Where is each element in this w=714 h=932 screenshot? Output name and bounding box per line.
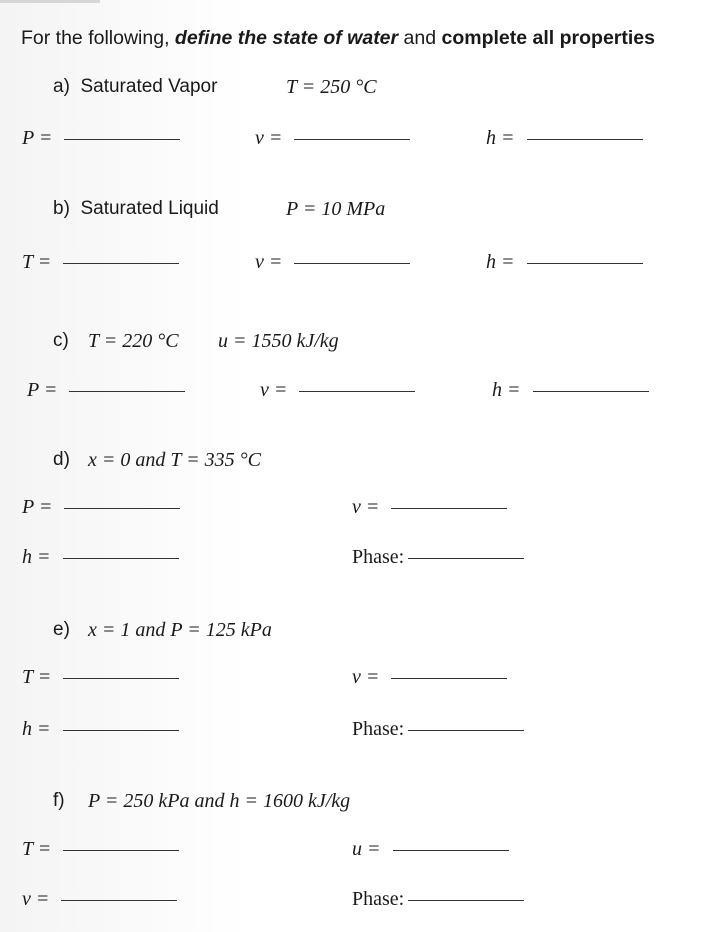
- part-d-v-field[interactable]: [352, 496, 507, 519]
- answer-blank[interactable]: [294, 262, 410, 264]
- h-label: h =: [492, 379, 521, 401]
- part-a-v-field[interactable]: [255, 127, 410, 150]
- part-c-h-field[interactable]: [492, 379, 649, 402]
- answer-blank[interactable]: [63, 849, 179, 851]
- part-c-label: c): [53, 330, 69, 351]
- answer-blank[interactable]: [527, 138, 643, 140]
- answer-blank[interactable]: [63, 677, 179, 679]
- part-d-phase-field[interactable]: [352, 546, 524, 569]
- part-b-text: Saturated Liquid: [80, 198, 219, 219]
- part-f-condition: P = 250 kPa and h = 1600 kJ/kg: [88, 790, 351, 812]
- v-label: v =: [352, 496, 380, 518]
- part-e-heading: [53, 619, 70, 641]
- part-e-v-field[interactable]: [352, 666, 507, 689]
- part-c-condition-2: u = 1550 kJ/kg: [218, 330, 339, 352]
- part-a-label: a): [53, 76, 70, 97]
- part-e-condition: x = 1 and P = 125 kPa: [88, 619, 272, 641]
- p-label: P =: [22, 127, 53, 149]
- phase-label: Phase:: [352, 718, 405, 740]
- instructions: [21, 27, 655, 50]
- h-label: h =: [486, 251, 515, 273]
- instructions-bold: complete all properties: [441, 27, 655, 49]
- part-d-label: d): [53, 449, 70, 470]
- answer-blank[interactable]: [533, 390, 649, 392]
- v-label: v =: [22, 888, 50, 910]
- answer-blank[interactable]: [64, 138, 180, 140]
- part-b-h-field[interactable]: [486, 251, 643, 274]
- part-b-t-field[interactable]: [22, 251, 179, 274]
- t-label: T =: [22, 666, 52, 688]
- answer-blank[interactable]: [63, 729, 179, 731]
- t-label: T =: [22, 251, 52, 273]
- v-label: v =: [255, 127, 283, 149]
- part-e-phase-field[interactable]: [352, 718, 524, 741]
- part-f-phase-field[interactable]: [352, 888, 524, 911]
- answer-blank[interactable]: [408, 899, 524, 901]
- part-c-p-field[interactable]: [27, 379, 185, 402]
- answer-blank[interactable]: [391, 507, 507, 509]
- answer-blank[interactable]: [299, 390, 415, 392]
- answer-blank[interactable]: [527, 262, 643, 264]
- v-label: v =: [260, 379, 288, 401]
- part-f-heading: [53, 790, 65, 812]
- phase-label: Phase:: [352, 888, 405, 910]
- part-e-h-field[interactable]: [22, 718, 179, 741]
- v-label: v =: [352, 666, 380, 688]
- answer-blank[interactable]: [408, 557, 524, 559]
- part-c-condition-1: T = 220 °C: [88, 330, 179, 352]
- part-d-heading: [53, 449, 70, 471]
- part-f-u-field[interactable]: [352, 838, 509, 861]
- part-a-heading: [53, 76, 217, 98]
- instructions-prefix: For the following,: [21, 27, 175, 49]
- answer-blank[interactable]: [69, 390, 185, 392]
- part-a-text: Saturated Vapor: [80, 76, 218, 97]
- part-a-p-field[interactable]: [22, 127, 180, 150]
- instructions-emphasis: define the state of water: [174, 27, 399, 49]
- part-d-h-field[interactable]: [22, 546, 179, 569]
- part-d-p-field[interactable]: [22, 496, 180, 519]
- part-c-heading: [53, 330, 69, 352]
- part-a-condition: T = 250 °C: [286, 76, 377, 98]
- part-b-label: b): [53, 198, 70, 219]
- phase-label: Phase:: [352, 546, 405, 568]
- answer-blank[interactable]: [408, 729, 524, 731]
- part-e-label: e): [53, 619, 70, 640]
- answer-blank[interactable]: [294, 138, 410, 140]
- answer-blank[interactable]: [64, 507, 180, 509]
- part-f-label: f): [53, 790, 65, 811]
- p-label: P =: [27, 379, 58, 401]
- part-b-v-field[interactable]: [255, 251, 410, 274]
- t-label: T =: [22, 838, 52, 860]
- answer-blank[interactable]: [391, 677, 507, 679]
- h-label: h =: [22, 718, 51, 740]
- u-label: u =: [352, 838, 381, 860]
- answer-blank[interactable]: [63, 262, 179, 264]
- part-f-t-field[interactable]: [22, 838, 179, 861]
- answer-blank[interactable]: [61, 899, 177, 901]
- part-b-condition: P = 10 MPa: [286, 198, 386, 220]
- p-label: P =: [22, 496, 53, 518]
- h-label: h =: [22, 546, 51, 568]
- instructions-mid: and: [398, 27, 442, 49]
- part-e-t-field[interactable]: [22, 666, 179, 689]
- part-c-v-field[interactable]: [260, 379, 415, 402]
- h-label: h =: [486, 127, 515, 149]
- v-label: v =: [255, 251, 283, 273]
- answer-blank[interactable]: [393, 849, 509, 851]
- part-f-v-field[interactable]: [22, 888, 177, 911]
- part-b-heading: [53, 198, 219, 220]
- header-rule: [0, 0, 100, 3]
- part-a-h-field[interactable]: [486, 127, 643, 150]
- answer-blank[interactable]: [63, 557, 179, 559]
- part-d-condition: x = 0 and T = 335 °C: [88, 449, 261, 471]
